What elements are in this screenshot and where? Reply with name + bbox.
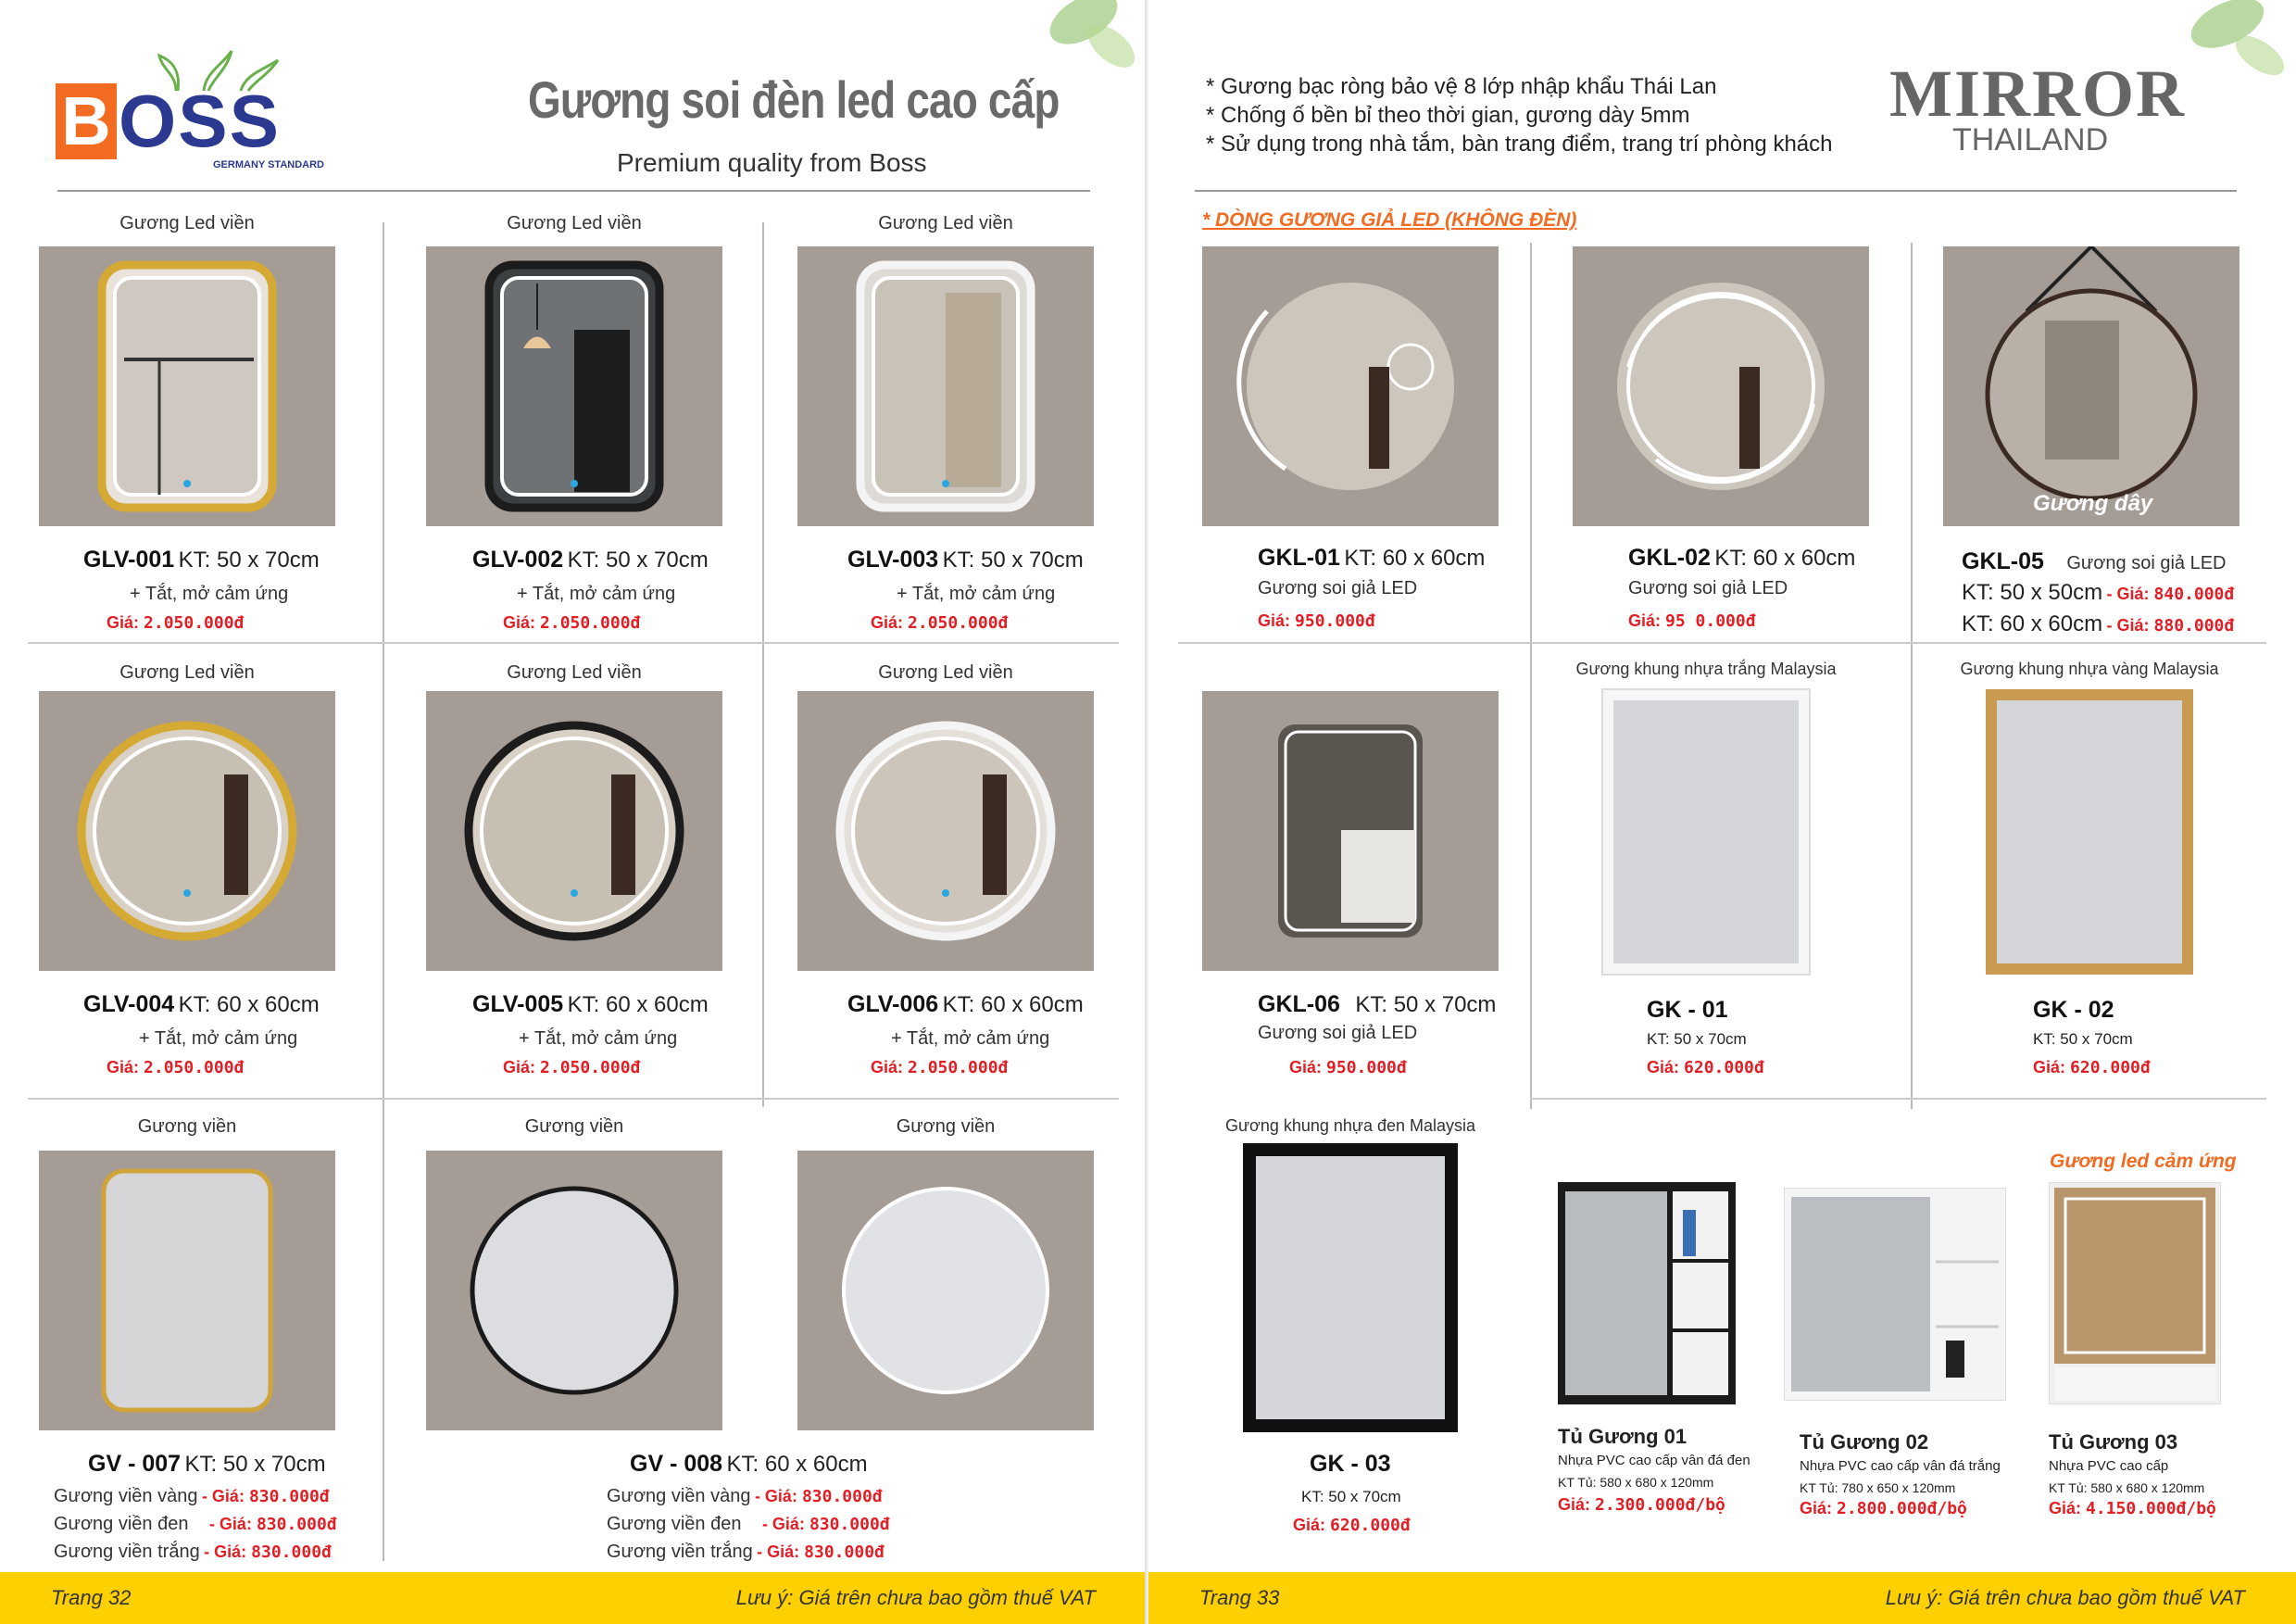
page-number: Trang 32: [51, 1586, 132, 1609]
price-label: - Giá:: [208, 1515, 257, 1533]
price-label: Giá:: [1628, 611, 1666, 630]
product-note: + Tắt, mở cảm ứng: [139, 1028, 298, 1049]
product-size: KT: 50 x 70cm: [1647, 1030, 1747, 1048]
price-value: 840.000đ: [2153, 585, 2235, 604]
product-code: GKL-05: [1962, 548, 2044, 574]
leaf-decoration-icon: [2172, 0, 2292, 83]
page-footer: [0, 1572, 1147, 1624]
price-value: 2.050.000đ: [144, 1058, 245, 1077]
cabinet-desc: Nhựa PVC cao cấp vân đá trắng: [1800, 1458, 2001, 1474]
photo-caption: Gương dây: [2033, 491, 2153, 516]
price-label: Giá:: [2033, 1058, 2071, 1076]
product-photo-tu-guong-03: [2049, 1182, 2221, 1404]
section-heading: * DÒNG GƯƠNG GIẢ LED (KHÔNG ĐÈN): [1202, 209, 1577, 231]
product-price: [1800, 1499, 1967, 1518]
product-size: KT: 60 x 60cm: [178, 992, 320, 1017]
boss-logo: [56, 46, 333, 170]
product-size: KT: 60 x 60cm: [1344, 546, 1486, 571]
page-number: Trang 33: [1199, 1586, 1280, 1609]
product-note: Gương soi giả LED: [1628, 578, 1788, 598]
variant-row: [54, 1514, 337, 1535]
product-note: Gương soi giả LED: [1258, 578, 1418, 598]
product-price: [2033, 1058, 2151, 1077]
price-label: Giá:: [1293, 1516, 1331, 1534]
product-price: [1558, 1495, 1725, 1515]
product-note: + Tắt, mở cảm ứng: [897, 584, 1056, 604]
product-size: KT: 50 x 70cm: [1301, 1488, 1401, 1505]
vat-note: Lưu ý: Giá trên chưa bao gồm thuế VAT: [1885, 1586, 2245, 1609]
header-divider: [1195, 190, 2237, 192]
product-code: GLV-003: [847, 547, 939, 573]
product-photo-gkl-02: [1573, 246, 1869, 526]
product-photo-glv-002: [426, 246, 722, 526]
product-code: GKL-01: [1258, 545, 1340, 571]
product-heading: [630, 1451, 868, 1478]
product-heading: [1628, 545, 1855, 572]
product-category: Gương Led viền: [507, 213, 642, 233]
product-code: GKL-06: [1258, 991, 1340, 1017]
product-size: KT: 60 x 60cm: [1962, 611, 2103, 636]
product-photo-gk-03: [1243, 1143, 1458, 1432]
product-price: [503, 613, 640, 633]
page-title: Gương soi đèn led cao cấp: [528, 70, 1060, 129]
product-price: [1647, 1058, 1764, 1077]
grid-divider: [28, 642, 1119, 644]
product-code: GK - 03: [1310, 1451, 1391, 1477]
product-category: Gương viền: [896, 1116, 996, 1137]
product-price: [2049, 1499, 2216, 1518]
cabinet-size: KT Tủ: 780 x 650 x 120mm: [1800, 1480, 1956, 1495]
product-category: Gương Led viền: [878, 213, 1013, 233]
logo-letter-b: B: [56, 83, 117, 159]
variant-row: [54, 1486, 330, 1507]
product-photo-gkl-06: [1202, 691, 1499, 971]
product-code: GV - 007: [88, 1451, 182, 1477]
product-note: + Tắt, mở cảm ứng: [517, 584, 676, 604]
price-label: Giá:: [107, 613, 144, 632]
product-note: Gương soi giả LED: [1258, 1023, 1418, 1043]
feature-list: [1206, 72, 1833, 158]
price-value: 620.000đ: [1330, 1516, 1411, 1535]
product-heading: [1962, 548, 2227, 575]
price-value: 830.000đ: [251, 1542, 332, 1562]
product-photo-gkl-01: [1202, 246, 1499, 526]
price-label: - Giá:: [754, 1487, 802, 1505]
header-divider: [57, 190, 1090, 192]
brand-title: MIRROR: [1889, 57, 2186, 131]
product-size: KT: 50 x 70cm: [1355, 992, 1497, 1017]
product-size: KT: 60 x 60cm: [726, 1452, 868, 1477]
product-heading: [83, 547, 320, 573]
price-value: 95 0.000đ: [1665, 611, 1756, 631]
product-photo-glv-001: [39, 246, 335, 526]
product-photo-gv-007: [39, 1151, 335, 1430]
price-label: Giá:: [1258, 611, 1296, 630]
cabinet-size: KT Tủ: 580 x 680 x 120mm: [1558, 1475, 1714, 1490]
cabinet-desc: Nhựa PVC cao cấp: [2049, 1458, 2169, 1474]
product-code: GK - 02: [2033, 997, 2114, 1023]
price-label: Giá:: [107, 1058, 144, 1076]
product-size: KT: 50 x 50cm: [1962, 580, 2103, 605]
price-value: 830.000đ: [804, 1542, 885, 1562]
product-size: KT: 60 x 60cm: [567, 992, 709, 1017]
product-photo-tu-guong-02: [1784, 1188, 2006, 1401]
product-code: GK - 01: [1647, 997, 1728, 1023]
variant-name: Gương viền đen: [54, 1514, 189, 1534]
product-size: KT: 50 x 70cm: [178, 548, 320, 573]
price-value: 950.000đ: [1295, 611, 1375, 631]
product-photo-gk-01: [1600, 687, 1812, 976]
price-value: 4.150.000đ/bộ: [2086, 1499, 2216, 1518]
variant-row: [607, 1542, 885, 1563]
product-note: + Tắt, mở cảm ứng: [130, 584, 289, 604]
grid-divider: [383, 222, 384, 1561]
cabinet-tag: Gương led cảm ứng: [2050, 1151, 2237, 1172]
price-label: Giá:: [871, 613, 909, 632]
variant-name: Gương viền vàng: [607, 1486, 751, 1506]
logo-wordmark: OSS: [119, 80, 281, 162]
price-label: - Giá:: [204, 1542, 252, 1561]
size-price-row: [1962, 580, 2234, 606]
price-value: 880.000đ: [2153, 616, 2235, 636]
feature-item: * Sử dụng trong nhà tắm, bàn trang điểm, trang trí phòng khách: [1206, 132, 1833, 157]
price-value: 830.000đ: [801, 1487, 883, 1506]
price-value: 2.050.000đ: [540, 613, 641, 633]
catalog-page-32: [0, 0, 1147, 1624]
price-value: 950.000đ: [1326, 1058, 1407, 1077]
price-value: 830.000đ: [256, 1515, 337, 1534]
cabinet-name: Tủ Gương 03: [2049, 1430, 2178, 1454]
price-value: 830.000đ: [809, 1515, 890, 1534]
product-size: KT: 50 x 70cm: [942, 548, 1084, 573]
cabinet-name: Tủ Gương 02: [1800, 1430, 1929, 1454]
price-label: - Giá:: [757, 1542, 805, 1561]
grid-divider: [762, 222, 764, 1107]
product-heading: [472, 547, 709, 573]
product-price: [1289, 1058, 1407, 1077]
price-value: 2.800.000đ/bộ: [1837, 1499, 1967, 1518]
variant-row: [607, 1514, 890, 1535]
product-code: GKL-02: [1628, 545, 1711, 571]
product-code: GLV-001: [83, 547, 175, 573]
price-label: Giá:: [1800, 1499, 1838, 1517]
variant-name: Gương viền trắng: [54, 1542, 200, 1562]
product-price: [871, 1058, 1008, 1077]
vat-note: Lưu ý: Giá trên chưa bao gồm thuế VAT: [735, 1586, 1096, 1609]
product-category: Gương Led viền: [119, 213, 255, 233]
product-heading: [1258, 991, 1496, 1018]
product-note: Gương soi giả LED: [2066, 553, 2227, 573]
product-code: GLV-006: [847, 991, 939, 1017]
product-note: + Tắt, mở cảm ứng: [519, 1028, 678, 1049]
price-value: 2.050.000đ: [908, 613, 1009, 633]
product-photo-gkl-05: [1943, 246, 2240, 526]
product-heading: [847, 991, 1084, 1018]
price-value: 830.000đ: [248, 1487, 330, 1506]
product-heading: [1258, 545, 1485, 572]
product-code: GLV-002: [472, 547, 564, 573]
product-category: Gương viền: [137, 1116, 237, 1137]
product-photo-tu-guong-01: [1558, 1182, 1736, 1404]
product-size: KT: 50 x 70cm: [567, 548, 709, 573]
product-size: KT: 50 x 70cm: [2033, 1030, 2133, 1048]
product-photo-gv-008-white: [797, 1151, 1094, 1430]
grid-divider: [28, 1098, 1119, 1100]
cabinet-name: Tủ Gương 01: [1558, 1425, 1687, 1448]
product-size: KT: 60 x 60cm: [1714, 546, 1856, 571]
grid-divider: [1178, 642, 2266, 644]
product-size: KT: 60 x 60cm: [942, 992, 1084, 1017]
feature-item: * Chống ố bền bỉ theo thời gian, gương dày 5mm: [1206, 103, 1690, 128]
variant-row: [607, 1486, 883, 1507]
product-category: Gương viền: [524, 1116, 624, 1137]
price-label: Giá:: [871, 1058, 909, 1076]
price-value: 620.000đ: [2070, 1058, 2151, 1077]
product-photo-glv-004: [39, 691, 335, 971]
product-photo-gk-02: [1984, 687, 2195, 976]
price-label: Giá:: [2049, 1499, 2087, 1517]
product-size: KT: 50 x 70cm: [184, 1452, 326, 1477]
product-category: Gương khung nhựa đen Malaysia: [1224, 1116, 1476, 1135]
page-subtitle: Premium quality from Boss: [617, 148, 927, 177]
product-photo-glv-003: [797, 246, 1094, 526]
grid-divider: [1530, 1098, 2266, 1100]
feature-item: * Gương bạc ròng bảo vệ 8 lớp nhập khẩu Thái Lan: [1206, 74, 1717, 99]
variant-name: Gương viền trắng: [607, 1542, 753, 1562]
price-label: Giá:: [503, 613, 541, 632]
product-category: Gương khung nhựa trắng Malaysia: [1575, 660, 1837, 678]
product-code: GLV-005: [472, 991, 564, 1017]
page-footer: [1148, 1572, 2296, 1624]
product-price: [1628, 611, 1756, 631]
variant-name: Gương viền đen: [607, 1514, 742, 1534]
price-value: 2.300.000đ/bộ: [1595, 1495, 1725, 1515]
size-price-row: [1962, 611, 2234, 637]
product-photo-gv-008-black: [426, 1151, 722, 1430]
price-label: Giá:: [1558, 1495, 1596, 1514]
cabinet-size: KT Tủ: 580 x 680 x 120mm: [2049, 1480, 2205, 1495]
variant-name: Gương viền vàng: [54, 1486, 198, 1506]
grid-divider: [1911, 243, 1913, 1109]
product-photo-glv-005: [426, 691, 722, 971]
product-code: GV - 008: [630, 1451, 723, 1477]
product-heading: [472, 991, 709, 1018]
price-label: Giá:: [503, 1058, 541, 1076]
product-heading: [847, 547, 1084, 573]
product-category: Gương Led viền: [878, 662, 1013, 683]
product-category: Gương Led viền: [507, 662, 642, 683]
price-value: 2.050.000đ: [540, 1058, 641, 1077]
price-value: 2.050.000đ: [144, 613, 245, 633]
brand-subtitle: THAILAND: [1952, 122, 2109, 157]
product-price: [871, 613, 1008, 633]
product-price: [1258, 611, 1375, 631]
price-label: Giá:: [1289, 1058, 1327, 1076]
price-label: - Giá:: [2106, 616, 2154, 635]
cabinet-desc: Nhựa PVC cao cấp vân đá đen: [1558, 1453, 1750, 1468]
product-heading: [88, 1451, 326, 1478]
product-price: [503, 1058, 640, 1077]
product-note: + Tắt, mở cảm ứng: [891, 1028, 1050, 1049]
product-price: [107, 1058, 244, 1077]
product-code: GLV-004: [83, 991, 175, 1017]
price-label: Giá:: [1647, 1058, 1685, 1076]
variant-row: [54, 1542, 332, 1563]
price-value: 2.050.000đ: [908, 1058, 1009, 1077]
product-heading: [83, 991, 320, 1018]
product-price: [1293, 1516, 1411, 1535]
price-label: - Giá:: [201, 1487, 249, 1505]
product-category: Gương khung nhựa vàng Malaysia: [1960, 660, 2219, 678]
price-label: - Giá:: [2106, 585, 2154, 603]
price-value: 620.000đ: [1684, 1058, 1764, 1077]
grid-divider: [1530, 243, 1532, 1109]
logo-tagline: GERMANY STANDARD: [213, 159, 324, 170]
price-label: - Giá:: [761, 1515, 809, 1533]
product-price: [107, 613, 244, 633]
product-photo-glv-006: [797, 691, 1094, 971]
product-category: Gương Led viền: [119, 662, 255, 683]
